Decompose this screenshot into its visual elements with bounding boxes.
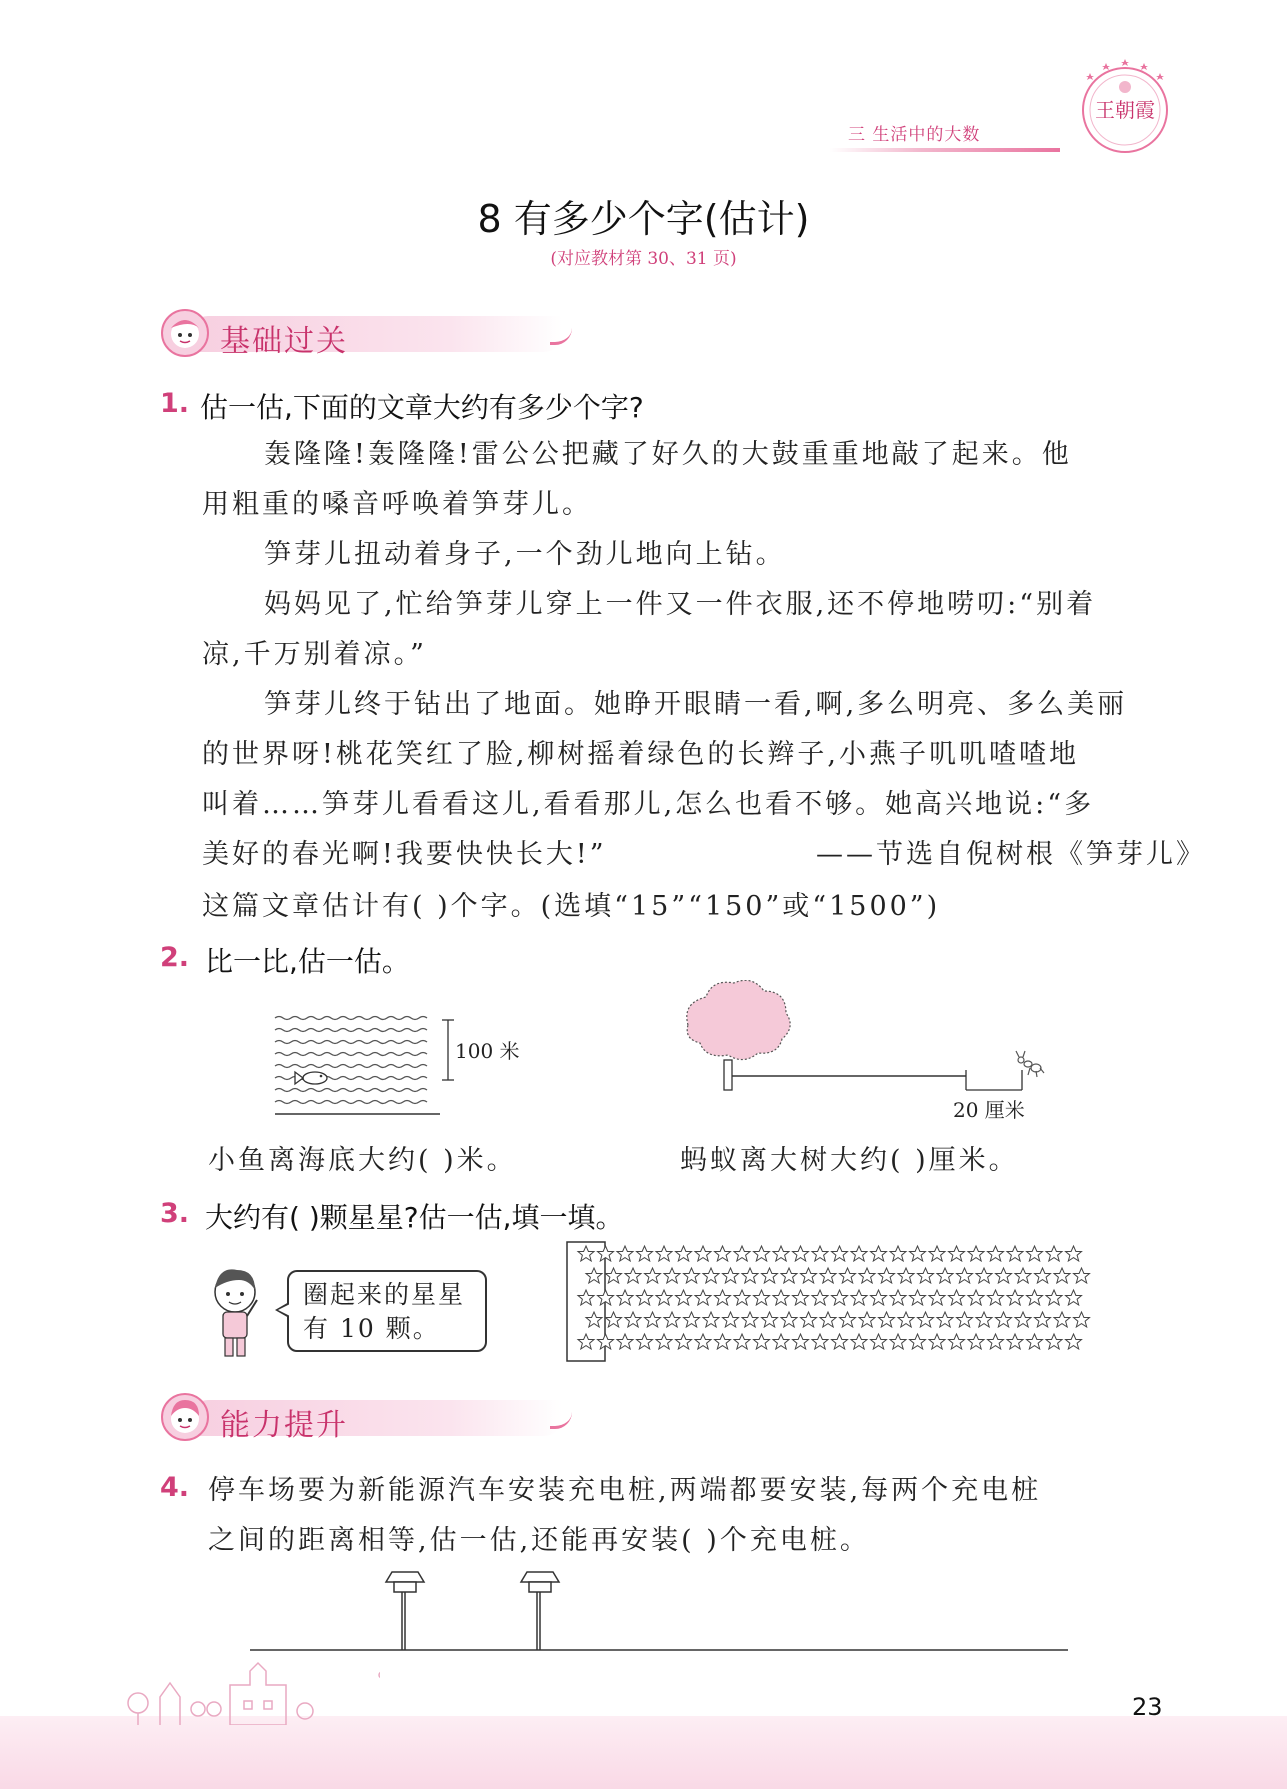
girl-avatar-icon [160, 308, 210, 358]
star-icon [812, 1246, 828, 1261]
star-icon [890, 1334, 906, 1349]
star-icon [637, 1334, 653, 1349]
star-icon [773, 1334, 789, 1349]
star-icon [656, 1246, 672, 1261]
passage-source: ——节选自倪树根《笋芽儿》 [816, 839, 1206, 870]
section-header-basic [160, 308, 580, 358]
star-icon [676, 1290, 692, 1305]
star-icon [996, 1268, 1012, 1283]
star-icon [910, 1290, 926, 1305]
star-icon [1007, 1246, 1023, 1261]
star-icon [703, 1268, 719, 1283]
star-icon [801, 1268, 817, 1283]
star-icon [1007, 1334, 1023, 1349]
star-icon [606, 1268, 622, 1283]
star-icon [586, 1312, 602, 1327]
star-icon [695, 1246, 711, 1261]
star-icon [840, 1268, 856, 1283]
star-icon [812, 1334, 828, 1349]
star-icon [937, 1268, 953, 1283]
star-icon [812, 1290, 828, 1305]
star-icon [664, 1312, 680, 1327]
star-icon [1046, 1290, 1062, 1305]
answer-blank-ant[interactable]: 蚂蚁离大树大约( )厘米。 [680, 1145, 1019, 1176]
star-icon [1035, 1312, 1051, 1327]
star-icon [773, 1246, 789, 1261]
page-title: 8 有多少个字(估计) [477, 197, 810, 241]
star-icon [676, 1246, 692, 1261]
answer-blank-fish[interactable]: 小鱼离海底大约( )米。 [208, 1145, 517, 1176]
depth-label: 100 米 [455, 1039, 520, 1063]
star-icon [586, 1268, 602, 1283]
star-icon [871, 1246, 887, 1261]
star-icon [684, 1268, 700, 1283]
star-icon [851, 1246, 867, 1261]
passage-line: 妈妈见了,忙给笋芽儿穿上一件又一件衣服,还不停地唠叨:“别着 [264, 589, 1097, 620]
star-icon [976, 1312, 992, 1327]
star-icon [617, 1290, 633, 1305]
footer-band [0, 1716, 1287, 1789]
star-icon [918, 1312, 934, 1327]
star-icon [578, 1246, 594, 1261]
star-icon [1007, 1290, 1023, 1305]
star-icon [1066, 1246, 1082, 1261]
page-number: 23 [1132, 1693, 1163, 1721]
charging-pile-icon [521, 1572, 559, 1650]
star-icon [754, 1246, 770, 1261]
star-icon [968, 1246, 984, 1261]
passage-line: 叫着……笋芽儿看看这儿,看看那儿,怎么也看不够。她高兴地说:“多 [202, 789, 1095, 820]
header-divider [830, 148, 1060, 152]
star-icon [871, 1334, 887, 1349]
bubble-line: 有 10 颗。 [303, 1314, 440, 1343]
section-label: 能力提升 [220, 1408, 348, 1443]
star-icon [1035, 1268, 1051, 1283]
star-icon [988, 1334, 1004, 1349]
star-icon [1074, 1268, 1090, 1283]
passage-line: 美好的春光啊!我要快快长大!” [202, 839, 607, 870]
star-icon [957, 1268, 973, 1283]
star-icon [929, 1334, 945, 1349]
star-icon [910, 1334, 926, 1349]
star-icon [820, 1312, 836, 1327]
star-icon [929, 1290, 945, 1305]
star-icon [929, 1246, 945, 1261]
question-prompt: 估一估,下面的文章大约有多少个字? [200, 391, 644, 424]
question-text-line: 停车场要为新能源汽车安装充电桩,两端都要安装,每两个充电桩 [208, 1475, 1042, 1506]
star-icon [898, 1268, 914, 1283]
star-icon [1074, 1312, 1090, 1327]
star-icon [703, 1312, 719, 1327]
star-icon [988, 1290, 1004, 1305]
tree-icon [687, 980, 790, 1090]
star-icon [859, 1312, 875, 1327]
star-icon [723, 1312, 739, 1327]
star-icon [645, 1268, 661, 1283]
star-icon [781, 1312, 797, 1327]
star-icon [890, 1246, 906, 1261]
footer-town-decoration [120, 1645, 380, 1725]
star-icon [781, 1268, 797, 1283]
passage-line: 轰隆隆!轰隆隆!雷公公把藏了好久的大鼓重重地敲了起来。他 [264, 439, 1072, 470]
star-icon [918, 1268, 934, 1283]
star-icon [625, 1312, 641, 1327]
tree-ant-illustration [680, 980, 1060, 1110]
star-icon [832, 1290, 848, 1305]
bubble-line: 圈起来的星星 [303, 1280, 466, 1309]
speech-bubble [287, 1270, 487, 1352]
star-icon [957, 1312, 973, 1327]
section-header-advanced [160, 1392, 580, 1442]
star-icon [606, 1312, 622, 1327]
star-icon [625, 1268, 641, 1283]
star-icon [968, 1290, 984, 1305]
question-number: 1. [160, 388, 190, 419]
star-icon [937, 1312, 953, 1327]
star-icon [820, 1268, 836, 1283]
star-icon [793, 1290, 809, 1305]
question-number: 4. [160, 1472, 190, 1503]
star-icon [1054, 1312, 1070, 1327]
passage-line: 用粗重的嗓音呼唤着笋芽儿。 [202, 489, 592, 520]
star-icon [898, 1312, 914, 1327]
star-icon [676, 1334, 692, 1349]
star-icon [1054, 1268, 1070, 1283]
star-icon [832, 1246, 848, 1261]
star-icon [742, 1268, 758, 1283]
passage-line: 的世界呀!桃花笑红了脸,柳树摇着绿色的长辫子,小燕子叽叽喳喳地 [202, 739, 1080, 770]
star-icon [1015, 1268, 1031, 1283]
star-icon [976, 1268, 992, 1283]
svg-text:王朝霞: 王朝霞 [1095, 98, 1155, 122]
star-icon [1046, 1246, 1062, 1261]
star-icon [1015, 1312, 1031, 1327]
star-icon [1066, 1334, 1082, 1349]
question-answer-line[interactable]: 这篇文章估计有( )个字。(选填“15”“150”或“1500”) [202, 891, 941, 922]
star-icon [762, 1268, 778, 1283]
star-icon [793, 1246, 809, 1261]
star-icon [949, 1334, 965, 1349]
star-icon [754, 1334, 770, 1349]
star-icon [1046, 1334, 1062, 1349]
star-icon [715, 1246, 731, 1261]
star-field [578, 1246, 1090, 1349]
star-icon [851, 1334, 867, 1349]
boy-avatar-icon [160, 1392, 210, 1442]
chapter-tag: 三 生活中的大数 [848, 125, 981, 145]
distance-marker [966, 1070, 1022, 1090]
depth-marker [442, 1020, 454, 1080]
star-icon [879, 1312, 895, 1327]
charging-pile-icon [386, 1572, 424, 1650]
star-icon [734, 1246, 750, 1261]
star-icon [996, 1312, 1012, 1327]
star-icon [734, 1334, 750, 1349]
star-icon [801, 1312, 817, 1327]
star-icon [664, 1268, 680, 1283]
star-icon [851, 1290, 867, 1305]
logo-badge [1070, 55, 1180, 155]
sea-illustration [270, 1010, 510, 1120]
question-prompt[interactable]: 大约有( )颗星星?估一估,填一填。 [205, 1201, 624, 1234]
star-icon [656, 1334, 672, 1349]
star-icon [617, 1246, 633, 1261]
star-icon [949, 1246, 965, 1261]
star-icon [968, 1334, 984, 1349]
question-prompt: 比一比,估一估。 [205, 945, 410, 978]
star-icon [762, 1312, 778, 1327]
star-icon [578, 1290, 594, 1305]
star-icon [890, 1290, 906, 1305]
page-subtitle: (对应教材第 30、31 页) [550, 249, 737, 269]
distance-label: 20 厘米 [953, 1098, 1025, 1122]
star-icon [723, 1268, 739, 1283]
star-icon [840, 1312, 856, 1327]
star-icon [684, 1312, 700, 1327]
passage-line: 笋芽儿扭动着身子,一个劲儿地向上钻。 [264, 539, 786, 570]
star-icon [742, 1312, 758, 1327]
star-icon [715, 1334, 731, 1349]
star-icon [910, 1246, 926, 1261]
star-icon [715, 1290, 731, 1305]
star-icon [1066, 1290, 1082, 1305]
fish-icon [295, 1072, 327, 1084]
star-icon [754, 1290, 770, 1305]
passage-line: 凉,千万别着凉。” [202, 639, 427, 670]
star-icon [1027, 1246, 1043, 1261]
star-icon [949, 1290, 965, 1305]
wave-lines [275, 1017, 427, 1104]
star-icon [645, 1312, 661, 1327]
star-icon [695, 1290, 711, 1305]
passage-line: 笋芽儿终于钻出了地面。她睁开眼睛一看,啊,多么明亮、多么美丽 [264, 689, 1128, 720]
stars-grid [560, 1240, 1100, 1365]
question-number: 3. [160, 1198, 190, 1229]
star-icon [793, 1334, 809, 1349]
star-icon [871, 1290, 887, 1305]
boy-character-icon [205, 1262, 267, 1362]
star-icon [859, 1268, 875, 1283]
star-icon [1027, 1334, 1043, 1349]
section-label: 基础过关 [220, 324, 348, 359]
star-icon [695, 1334, 711, 1349]
star-icon [879, 1268, 895, 1283]
star-icon [1027, 1290, 1043, 1305]
question-answer-line[interactable]: 之间的距离相等,估一估,还能再安装( )个充电桩。 [208, 1525, 870, 1556]
star-icon [773, 1290, 789, 1305]
star-icon [734, 1290, 750, 1305]
star-icon [832, 1334, 848, 1349]
star-icon [988, 1246, 1004, 1261]
star-icon [617, 1334, 633, 1349]
ant-icon [1016, 1051, 1044, 1077]
star-icon [637, 1290, 653, 1305]
star-icon [637, 1246, 653, 1261]
star-icon [578, 1334, 594, 1349]
star-icon [656, 1290, 672, 1305]
question-number: 2. [160, 942, 190, 973]
